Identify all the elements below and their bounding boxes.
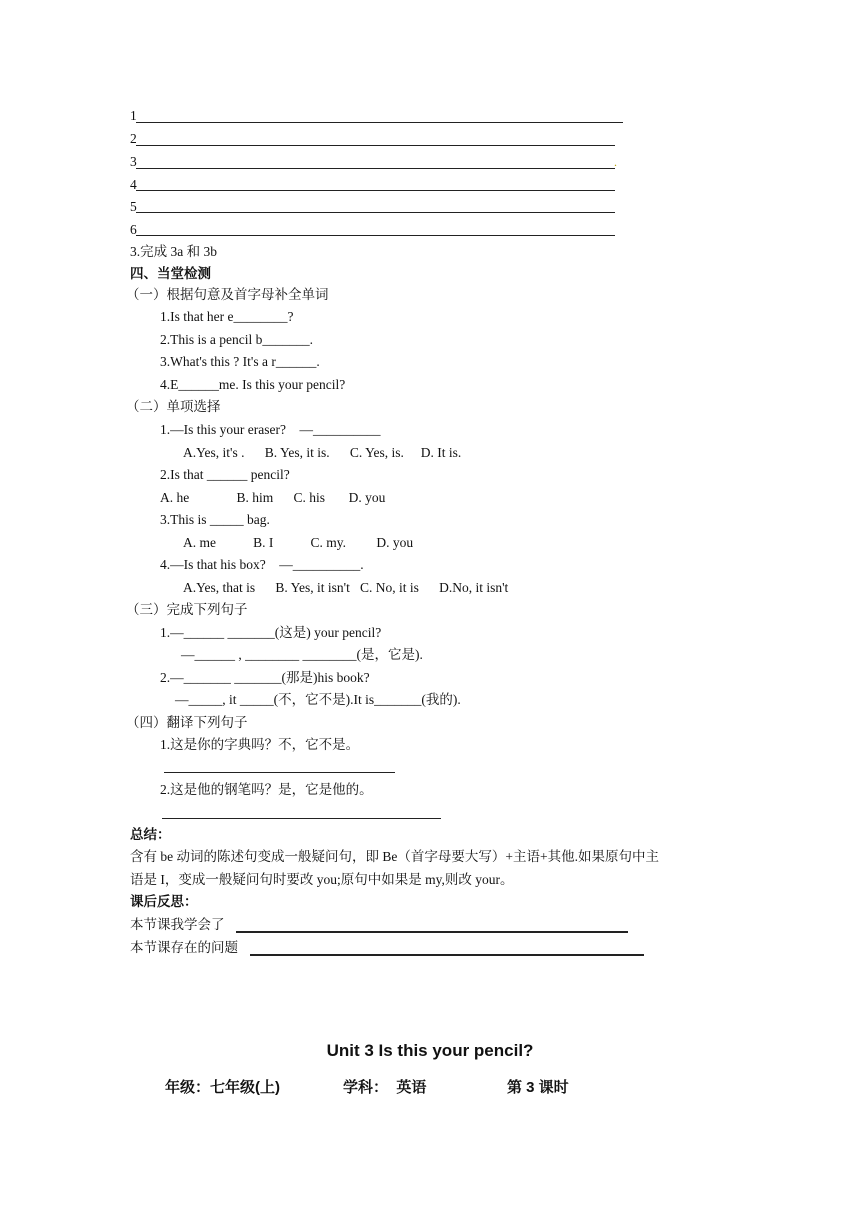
- part1-item-3: 3.What's this ? It's a r______.: [160, 354, 320, 369]
- unit-title: Unit 3 Is this your pencil?: [326, 1041, 534, 1060]
- part3-title: （三）完成下列句子: [126, 602, 248, 617]
- reflection-problems: 本节课存在的问题: [130, 940, 238, 955]
- part4-q2-answer-line: [162, 818, 441, 819]
- part4-q1: 1.这是你的字典吗？不，它不是。: [160, 737, 360, 752]
- reflection-title: 课后反思：: [130, 894, 198, 909]
- part4-title: （四）翻译下列句子: [126, 715, 248, 730]
- part4-q1-answer-line: [164, 772, 395, 773]
- part2-q3-options: A. me B. I C. my. D. you: [183, 535, 414, 550]
- part2-q2: 2.Is that ______ pencil?: [160, 467, 290, 482]
- part3-q1-answer: —______ , ________ ________(是，它是).: [181, 647, 423, 662]
- line-number-2: 2: [130, 131, 137, 146]
- part2-q3: 3.This is _____ bag.: [160, 512, 270, 527]
- part2-q1: 1.—Is this your eraser? —__________: [160, 422, 381, 437]
- task-3: 3.完成 3a 和 3b: [130, 244, 217, 259]
- answer-line-1: [136, 122, 623, 123]
- subject-label: 学科： 英语: [343, 1079, 427, 1096]
- summary-line-1: 含有 be 动词的陈述句变成一般疑问句，即 Be（首字母要大写）+主语+其他.如果原句中主: [130, 849, 659, 864]
- line-number-6: 6: [130, 222, 137, 237]
- answer-line-6: [136, 235, 615, 236]
- line-number-4: 4: [130, 177, 137, 192]
- section-4-title: 四、当堂检测: [130, 266, 211, 281]
- part1-title: （一）根据句意及首字母补全单词: [126, 287, 329, 302]
- reflection-learned-line: [236, 931, 628, 933]
- line-number-5: 5: [130, 199, 137, 214]
- summary-line-2: 语是 I，变成一般疑问句时要改 you;原句中如果是 my,则改 your。: [130, 872, 514, 887]
- part2-q2-options: A. he B. him C. his D. you: [160, 490, 386, 505]
- answer-line-4: [136, 190, 615, 191]
- lesson-label: 第 3 课时: [507, 1079, 569, 1096]
- line-number-1: 1: [130, 108, 137, 123]
- grade-label: 年级：七年级(上): [165, 1079, 280, 1096]
- part3-q1: 1.—______ _______(这是) your pencil?: [160, 625, 382, 640]
- part2-q1-options: A.Yes, it's . B. Yes, it is. C. Yes, is. D. It is.: [183, 445, 462, 460]
- part2-q4-options: A.Yes, that is B. Yes, it isn't C. No, it is D.No, it isn't: [183, 580, 509, 595]
- reflection-problems-line: [250, 954, 644, 956]
- answer-line-2: [136, 145, 615, 146]
- part4-q2: 2.这是他的钢笔吗？是，它是他的。: [160, 782, 373, 797]
- part3-q2: 2.—_______ _______(那是)his book?: [160, 670, 370, 685]
- summary-title: 总结：: [130, 827, 171, 842]
- part1-item-2: 2.This is a pencil b_______.: [160, 332, 313, 347]
- part3-q2-answer: —_____, it _____(不，它不是).It is_______(我的).: [175, 692, 461, 707]
- reflection-learned: 本节课我学会了: [130, 917, 225, 932]
- part1-item-1: 1.Is that her e________?: [160, 309, 294, 324]
- answer-line-5: [136, 212, 615, 213]
- answer-line-3: [136, 168, 615, 169]
- part2-title: （二）单项选择: [126, 399, 221, 414]
- line-number-3: 3: [130, 154, 137, 169]
- mark-dot: .: [614, 155, 617, 169]
- part2-q4: 4.—Is that his box? —__________.: [160, 557, 364, 572]
- part1-item-4: 4.E______me. Is this your pencil?: [160, 377, 346, 392]
